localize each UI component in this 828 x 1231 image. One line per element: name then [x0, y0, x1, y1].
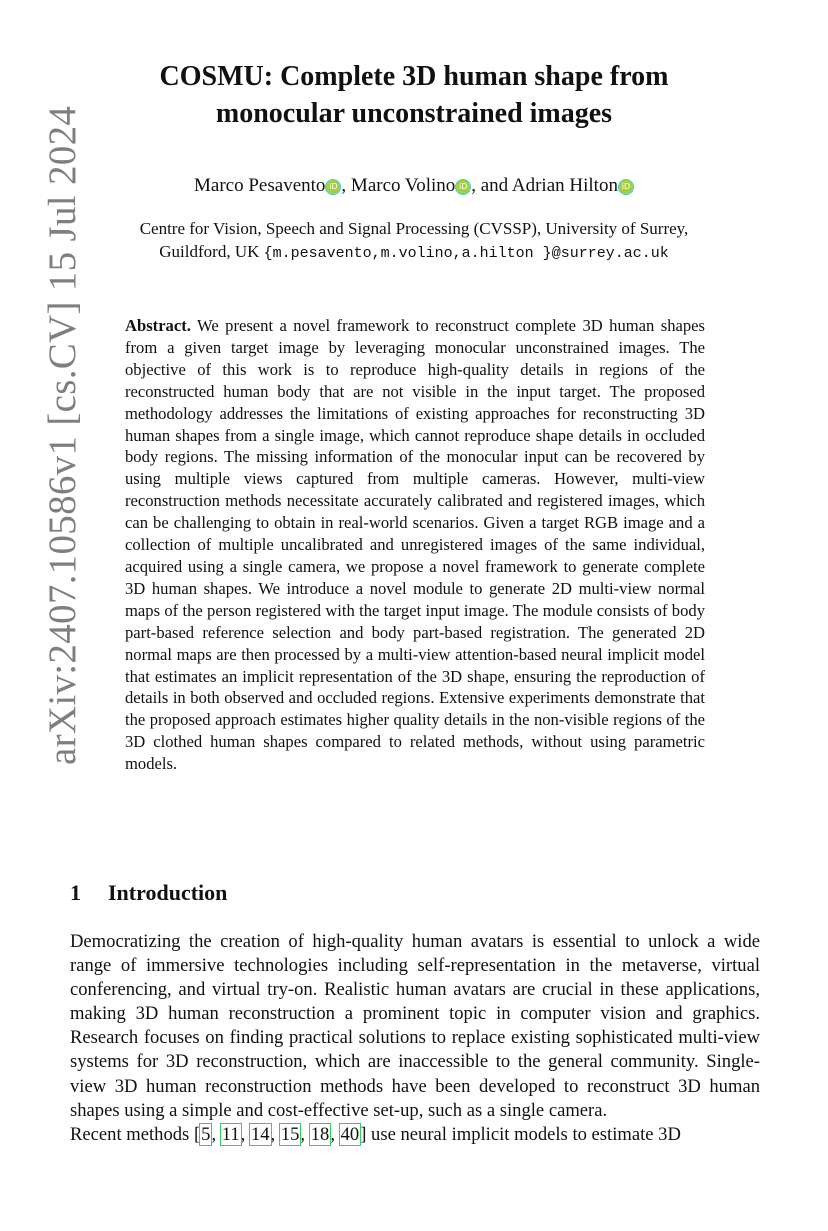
section-number: 1: [70, 880, 81, 905]
intro-continuation: Recent methods [5, 11, 14, 15, 18, 40] use neural implicit models to estimate 3D: [70, 1123, 681, 1145]
affiliation-location: Guildford, UK: [159, 242, 264, 261]
section-title: Introduction: [108, 880, 228, 905]
citation-link[interactable]: 15: [280, 1123, 300, 1145]
orcid-icon[interactable]: iD: [326, 180, 340, 194]
author-name: and Adrian Hilton: [480, 175, 618, 196]
intro-line-suffix: use neural implicit models to estimate 3D: [366, 1123, 681, 1145]
orcid-icon[interactable]: iD: [456, 180, 470, 194]
affiliation-line-2: [70, 240, 758, 265]
author-list: Marco Pesavento iD , Marco Volino iD , and Adrian Hilton iD: [70, 175, 758, 197]
section-heading: [70, 880, 227, 906]
intro-paragraph: Democratizing the creation of high-quality human avatars is essential to unlock a wide range of immersive technologies including self-representation in the metaverse, virtual conferencing, and virtual try-on. Realistic human avatars are crucial in these applications, making 3D human reconstruction a prominent topic in computer vision and graphics. Research focuses on finding practical solutions to replace existing sophisticated multi-view systems for 3D reconstruction, which are inaccessible to the general community. Single-view 3D human reconstruction methods have been developed to reconstruct 3D human shapes using a simple and cost-effective set-up, such as a single camera.: [70, 931, 760, 1121]
author-emails: {m.pesavento,m.volino,a.hilton }@surrey.ac.uk: [263, 245, 669, 262]
citation-link[interactable]: 18: [310, 1123, 330, 1145]
citation-link[interactable]: 5: [201, 1123, 211, 1145]
citation-link[interactable]: 14: [250, 1123, 270, 1145]
affiliation: [70, 217, 758, 265]
abstract: [125, 315, 705, 775]
title-line-2: monocular unconstrained images: [215, 98, 613, 129]
abstract-text: We present a novel framework to reconstruct complete 3D human shapes from a given target image by leveraging monocular unconstrained images. The objective of this work is to reproduce high-quality details in regions of the reconstructed human body that are not visible in the input target. The proposed methodology addresses the limitations of existing approaches for reconstructing 3D human shapes from a single image, which cannot reproduce shape details in occluded body regions. The missing information of the monocular input can be recovered by using multiple views captured from multiple cameras. However, multi-view reconstruction methods necessitate accurately calibrated and registered images, which can be challenging to obtain in real-world scenarios. Given a target RGB image and a collection of multiple uncalibrated and unregistered images of the same individual, acquired using a single camera, we propose a novel framework to generate complete 3D human shapes. We introduce a novel module to generate 2D multi-view normal maps of the person registered with the target input image. The module consists of body part-based reference selection and body part-based registration. The generated 2D normal maps are then processed by a multi-view attention-based neural implicit model that estimates an implicit representation of the 3D shape, ensuring the reproduction of details in both observed and occluded regions. Extensive experiments demonstrate that the proposed approach estimates higher quality details in the non-visible regions of the 3D clothed human shapes compared to related methods, without using parametric models.: [125, 316, 705, 774]
abstract-label: Abstract.: [125, 316, 191, 335]
citation-link[interactable]: 40: [340, 1123, 360, 1145]
affiliation-line-1: Centre for Vision, Speech and Signal Processing (CVSSP), University of Surrey,: [139, 219, 689, 238]
author-name: Marco Pesavento: [194, 175, 326, 196]
intro-line-prefix: Recent methods: [70, 1123, 194, 1145]
introduction-body: [70, 930, 760, 1147]
author-name: Marco Volino: [350, 175, 456, 196]
citation-link[interactable]: 11: [221, 1123, 240, 1145]
title-line-1: COSMU: Complete 3D human shape from: [159, 61, 669, 92]
paper-title: [70, 58, 758, 132]
arxiv-sidebar-identifier: arXiv:2407.10586v1 [cs.CV] 15 Jul 2024: [41, 105, 84, 765]
orcid-icon[interactable]: iD: [619, 180, 633, 194]
